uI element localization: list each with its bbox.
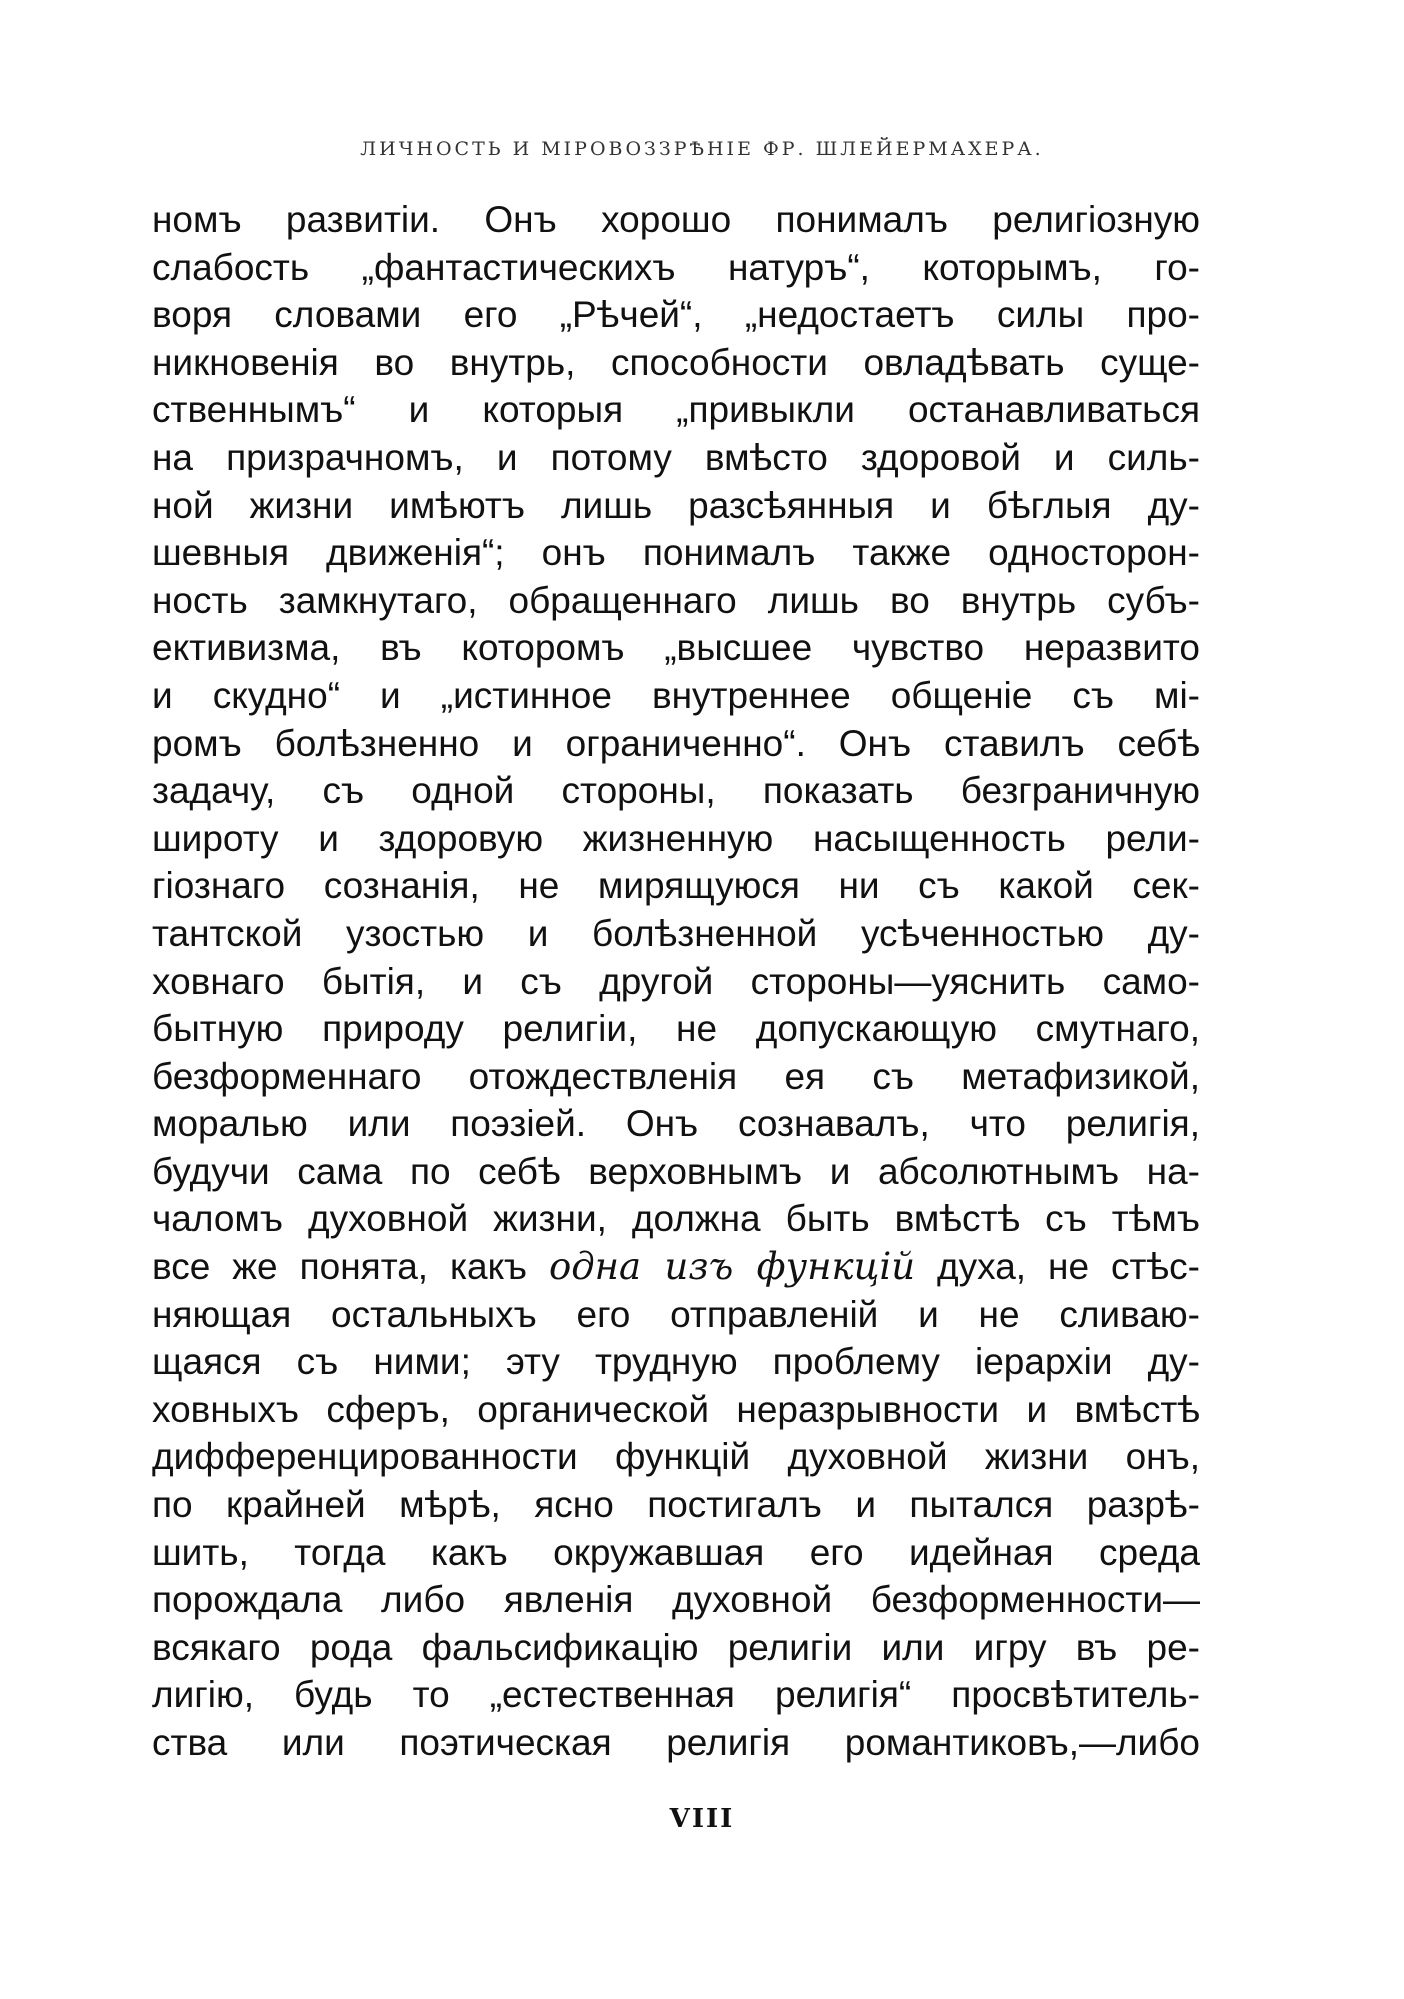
text-line — [152, 1005, 1200, 1053]
line-segment: все же понята, какъ — [152, 1246, 549, 1288]
text-line — [152, 529, 1200, 577]
line-segment: никновенія во внутрь, способности овладѣвать суще- — [152, 341, 1200, 383]
line-segment: ства или поэтическая религія романтиковъ,—либо — [152, 1722, 1200, 1763]
line-segment: безформеннаго отождествленія ея съ метафизикой, — [152, 1055, 1200, 1097]
text-line — [152, 1195, 1200, 1243]
text-line — [152, 862, 1200, 910]
line-segment: дифференцированности функцій духовной жизни онъ, — [152, 1436, 1200, 1478]
line-segment: ховнаго бытія, и съ другой стороны—уяснить само- — [152, 960, 1200, 1002]
line-segment: воря словами его „Рѣчей“, „недостаетъ силы про- — [152, 294, 1200, 336]
line-segment: ной жизни имѣютъ лишь разсѣянныя и бѣглыя ду- — [152, 484, 1200, 526]
text-line — [152, 815, 1200, 863]
line-segment: моралью или поэзіей. Онъ сознавалъ, что религія, — [152, 1103, 1200, 1145]
text-line — [152, 672, 1200, 720]
text-line — [152, 1671, 1200, 1719]
line-segment: будучи сама по себѣ верховнымъ и абсолютнымъ на- — [152, 1150, 1200, 1192]
line-segment: шить, тогда какъ окружавшая его идейная среда — [152, 1531, 1200, 1573]
line-segment: ственнымъ“ и которыя „привыкли останавливаться — [152, 389, 1200, 431]
text-line — [152, 434, 1200, 482]
text-line — [152, 1291, 1200, 1339]
text-line — [152, 244, 1200, 292]
text-line — [152, 1529, 1200, 1577]
page-number: VIII — [669, 1804, 735, 1834]
line-segment: тантской узостью и болѣзненной усѣченностью ду- — [152, 912, 1200, 954]
line-segment: слабость „фантастическихъ натуръ“, которымъ, го- — [152, 246, 1200, 288]
line-segment: на призрачномъ, и потому вмѣсто здоровой и силь- — [152, 436, 1200, 478]
text-line — [152, 1053, 1200, 1101]
text-line — [152, 1433, 1200, 1481]
text-line — [152, 196, 1200, 244]
line-segment: номъ развитіи. Онъ хорошо понималъ религіозную — [152, 199, 1200, 240]
line-segment: шевныя движенія“; онъ понималъ также односторон- — [152, 532, 1200, 574]
text-line — [152, 910, 1200, 958]
line-segment: широту и здоровую жизненную насыщенность рели- — [152, 817, 1200, 859]
running-head: ЛИЧНОСТЬ И МІРОВОЗЗРѢНІЕ ФР. ШЛЕЙЕРМАХЕРА. — [360, 138, 1044, 160]
text-line — [152, 577, 1200, 625]
line-segment: порождала либо явленія духовной безформенности— — [152, 1579, 1200, 1621]
line-segment: лигію, будь то „естественная религія“ просвѣтитель- — [152, 1674, 1200, 1716]
text-line — [152, 767, 1200, 815]
line-segment: ховныхъ сферъ, органической неразрывности и вмѣстѣ — [152, 1388, 1200, 1430]
text-line — [152, 1576, 1200, 1624]
line-segment: бытную природу религіи, не допускающую смутнаго, — [152, 1008, 1200, 1050]
text-line — [152, 1481, 1200, 1529]
line-segment: гіознаго сознанія, не мирящуюся ни съ какой сек- — [152, 865, 1200, 907]
line-segment: и скудно“ и „истинное внутреннее общеніе съ мі- — [152, 674, 1200, 716]
text-line — [152, 1100, 1200, 1148]
text-line — [152, 624, 1200, 672]
line-segment: няющая остальныхъ его отправленій и не сливаю- — [152, 1293, 1200, 1335]
line-segment: ность замкнутаго, обращеннаго лишь во внутрь субъ- — [152, 579, 1200, 621]
line-segment: ективизма, въ которомъ „высшее чувство неразвито — [152, 627, 1200, 669]
text-line — [152, 386, 1200, 434]
line-segment: духа, не стѣс- — [915, 1246, 1200, 1288]
body-text — [152, 196, 1200, 1767]
text-line — [152, 720, 1200, 768]
text-line — [152, 482, 1200, 530]
line-segment: задачу, съ одной стороны, показать безграничную — [152, 770, 1200, 812]
text-line — [152, 1624, 1200, 1672]
text-line — [152, 1148, 1200, 1196]
line-segment: щаяся съ ними; эту трудную проблему іерархіи ду- — [152, 1341, 1200, 1383]
text-line — [152, 1243, 1200, 1291]
text-line — [152, 1719, 1200, 1767]
line-segment: чаломъ духовной жизни, должна быть вмѣстѣ съ тѣмъ — [152, 1198, 1200, 1240]
line-segment: по крайней мѣрѣ, ясно постигалъ и пытался разрѣ- — [152, 1484, 1200, 1526]
text-line — [152, 291, 1200, 339]
italic-emphasis: одна изъ функцій — [548, 1245, 916, 1289]
text-line — [152, 1386, 1200, 1434]
text-line — [152, 339, 1200, 387]
line-segment: всякаго рода фальсификацію религіи или игру въ ре- — [152, 1626, 1200, 1668]
text-line — [152, 958, 1200, 1006]
line-segment: ромъ болѣзненно и ограниченно“. Онъ ставилъ себѣ — [152, 722, 1200, 764]
text-line — [152, 1338, 1200, 1386]
